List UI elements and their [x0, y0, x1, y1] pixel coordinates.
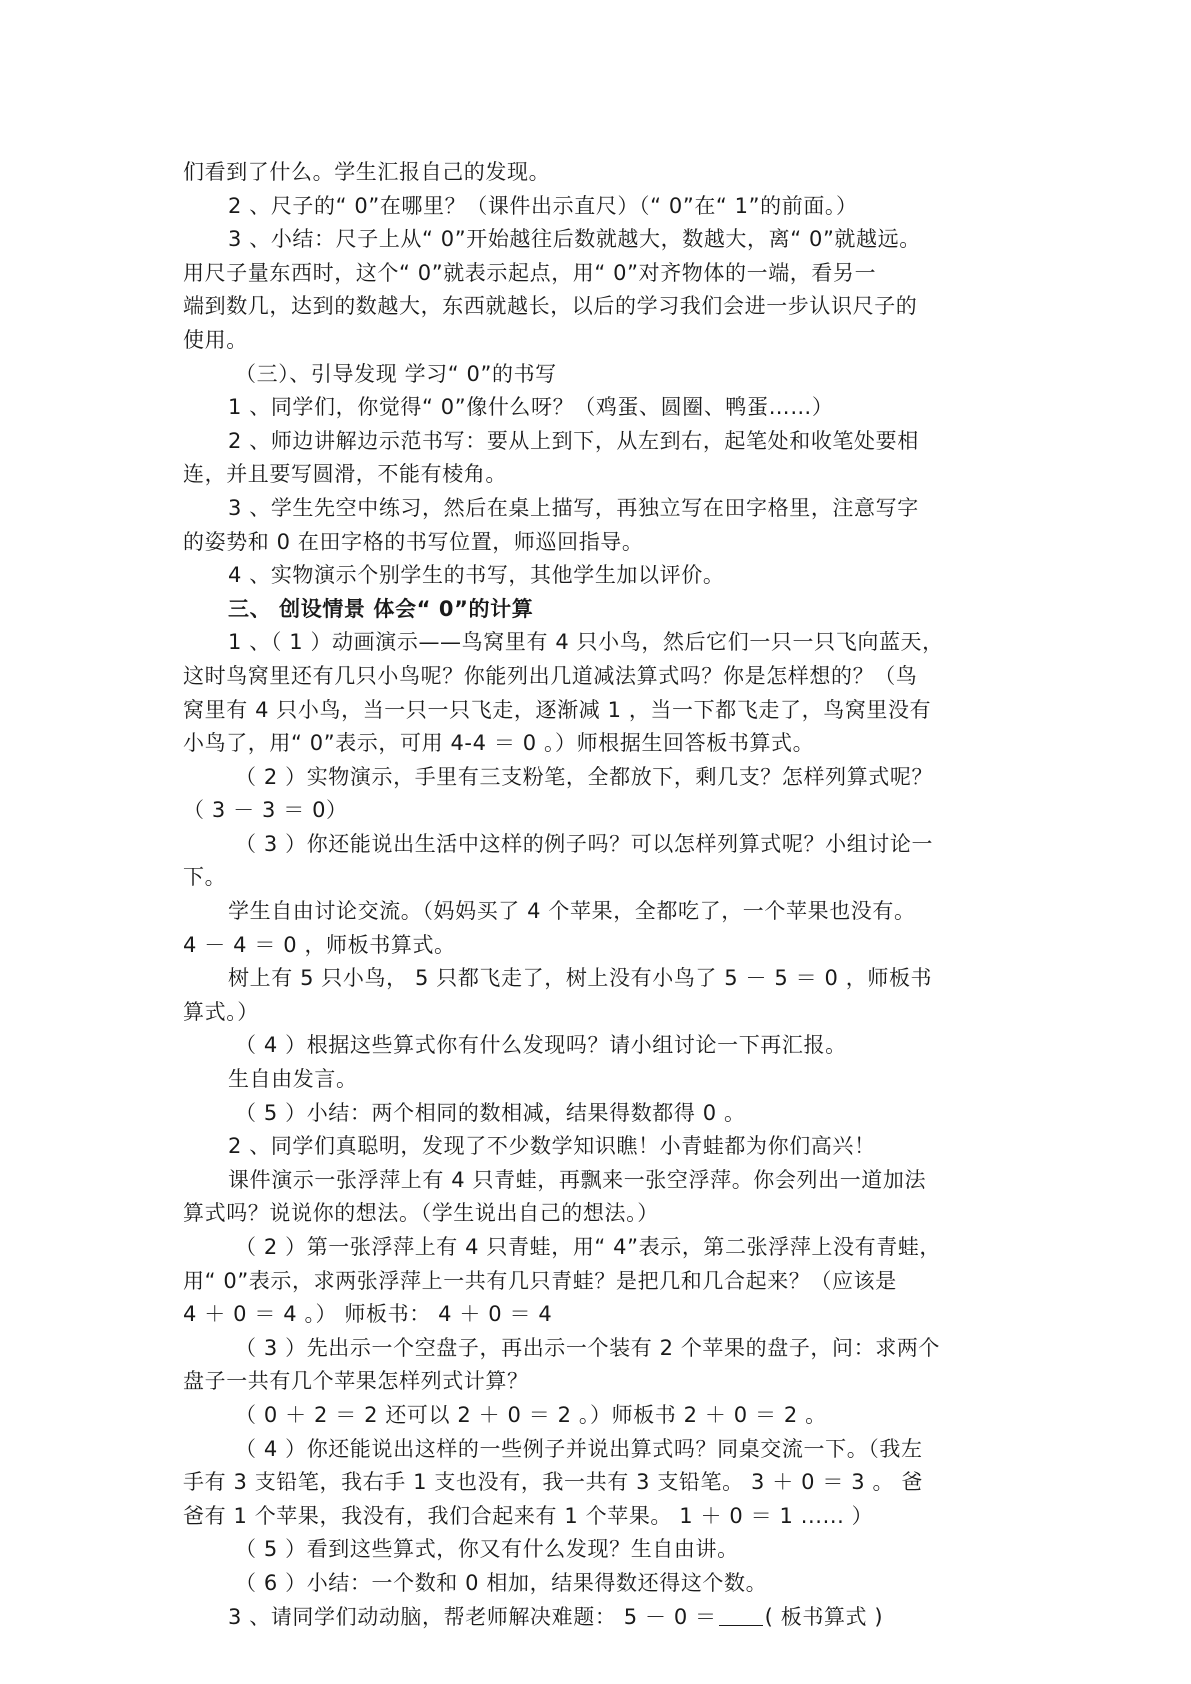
problem-note: ( 板书算式 ): [764, 1604, 884, 1629]
paragraph-line: 2 、尺子的“ 0”在哪里？（课件出示直尺）（“ 0”在“ 1”的前面。）: [228, 193, 858, 218]
paragraph-line: 树上有 5 只小鸟， 5 只都飞走了，树上没有小鸟了 5 － 5 ＝ 0 ，师板书: [228, 966, 933, 991]
paragraph-line: （ 3 ）你还能说出生活中这样的例子吗？可以怎样列算式呢？小组讨论一: [235, 831, 934, 856]
paragraph-line: 下。: [183, 865, 227, 890]
paragraph-line: 连，并且要写圆滑，不能有棱角。: [183, 462, 507, 487]
section-heading-bold: 三、 创设情景 体会“ 0”的计算: [228, 596, 534, 621]
paragraph-line: 3 、小结：尺子上从“ 0”开始越往后数就越大，数越大，离“ 0”就越远。: [228, 227, 921, 252]
paragraph-line: 算式吗？说说你的想法。（学生说出自己的想法。）: [183, 1201, 659, 1226]
paragraph-line: 生自由发言。: [228, 1067, 358, 1092]
paragraph-line: 1 、同学们，你觉得“ 0”像什么呀？（鸡蛋、圆圈、鸭蛋……）: [228, 395, 834, 420]
paragraph-line: 盘子一共有几个苹果怎样列式计算？: [183, 1369, 529, 1394]
paragraph-line: 的姿势和 0 在田字格的书写位置，师巡回指导。: [183, 529, 644, 554]
paragraph-line: 爸有 1 个苹果，我没有，我们合起来有 1 个苹果。 1 ＋ 0 ＝ 1 ...... ）: [183, 1503, 874, 1528]
paragraph-line: （ 2 ）实物演示，手里有三支粉笔，全都放下，剩几支？怎样列算式呢？: [235, 764, 934, 789]
paragraph-line: 4 ＋ 0 ＝ 4 。） 师板书： 4 ＋ 0 ＝ 4: [183, 1302, 553, 1327]
problem-text: 3 、请同学们动动脑，帮老师解决难题： 5 － 0 ＝: [228, 1604, 717, 1629]
paragraph-line: （ 4 ）根据这些算式你有什么发现吗？请小组讨论一下再汇报。: [235, 1033, 847, 1058]
answer-blank: [719, 1605, 763, 1626]
paragraph-line: 3 、学生先空中练习，然后在桌上描写，再独立写在田字格里，注意写字: [228, 495, 919, 520]
document-body: [183, 156, 1013, 1634]
paragraph-line: （ 5 ）小结：两个相同的数相减，结果得数都得 0 。: [235, 1100, 746, 1125]
paragraph-line: （ 6 ）小结：一个数和 0 相加，结果得数还得这个数。: [235, 1570, 768, 1595]
paragraph-line: （ 3 － 3 ＝ 0）: [183, 798, 348, 823]
paragraph-line: 学生自由讨论交流。（妈妈买了 4 个苹果，全都吃了，一个苹果也没有。: [228, 899, 916, 924]
paragraph-line: 2 、同学们真聪明，发现了不少数学知识瞧！小青蛙都为你们高兴！: [228, 1134, 876, 1159]
paragraph-line: 手有 3 支铅笔，我右手 1 支也没有，我一共有 3 支铅笔。 3 ＋ 0 ＝ 3 。 爸: [183, 1470, 923, 1495]
paragraph-line: 1 、（ 1 ）动画演示——鸟窝里有 4 只小鸟，然后它们一只一只飞向蓝天，: [228, 630, 944, 655]
paragraph-line: （ 0 ＋ 2 ＝ 2 还可以 2 ＋ 0 ＝ 2 。）师板书 2 ＋ 0 ＝ 2 。: [235, 1402, 827, 1427]
paragraph-line: 4 － 4 ＝ 0 ，师板书算式。: [183, 932, 456, 957]
section-heading: （三）、引导发现 学习“ 0”的书写: [235, 361, 557, 386]
paragraph-line: 2 、师边讲解边示范书写：要从上到下，从左到右，起笔处和收笔处要相: [228, 428, 919, 453]
paragraph-line: 课件演示一张浮萍上有 4 只青蛙，再飘来一张空浮萍。你会列出一道加法: [228, 1167, 927, 1192]
paragraph-line: （ 3 ）先出示一个空盘子，再出示一个装有 2 个苹果的盘子，问：求两个: [235, 1335, 941, 1360]
paragraph-line: 端到数几，达到的数越大，东西就越长，以后的学习我们会进一步认识尺子的: [183, 294, 918, 319]
paragraph-line: 算式。）: [183, 999, 259, 1024]
paragraph-line: 这时鸟窝里还有几只小鸟呢？你能列出几道减法算式吗？你是怎样想的？（鸟: [183, 663, 918, 688]
paragraph-line: 窝里有 4 只小鸟，当一只一只飞走，逐渐减 1 ，当一下都飞走了，鸟窝里没有: [183, 697, 932, 722]
paragraph-line: 用尺子量东西时，这个“ 0”就表示起点，用“ 0”对齐物体的一端，看另一: [183, 260, 877, 285]
paragraph-line: 小鸟了，用“ 0”表示，可用 4-4 ＝ 0 。）师根据生回答板书算式。: [183, 731, 815, 756]
paragraph-line: 4 、实物演示个别学生的书写，其他学生加以评价。: [228, 563, 725, 588]
paragraph-line: （ 5 ）看到这些算式，你又有什么发现？生自由讲。: [235, 1537, 739, 1562]
paragraph-line: （ 4 ）你还能说出这样的一些例子并说出算式吗？同桌交流一下。（我左: [235, 1436, 923, 1461]
paragraph-line: 们看到了什么。学生汇报自己的发现。: [183, 160, 551, 184]
paragraph-line: 用“ 0”表示，求两张浮萍上一共有几只青蛙？是把几和几合起来？（应该是: [183, 1268, 897, 1293]
paragraph-line: 使用。: [183, 327, 248, 352]
paragraph-line-with-blank: [183, 1601, 1013, 1635]
paragraph-line: （ 2 ）第一张浮萍上有 4 只青蛙，用“ 4”表示，第二张浮萍上没有青蛙，: [235, 1235, 942, 1259]
